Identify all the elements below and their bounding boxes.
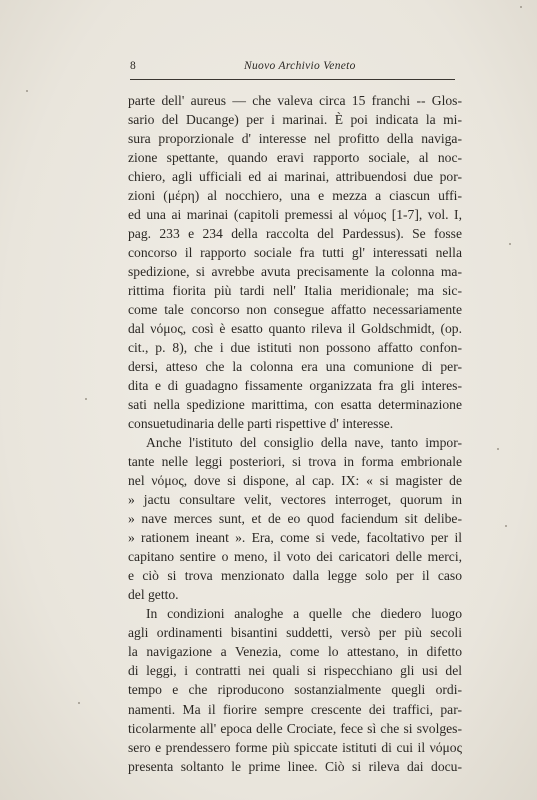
- text-line: sario del Ducange) per i marinai. È poi indicata la mi-: [128, 112, 462, 128]
- text-line: del getto.: [128, 587, 179, 603]
- text-line: sura proporzionale d' interesse nel profitto della naviga-: [128, 131, 462, 147]
- text-line: dersi, atteso che la colonna era una comunione di per-: [128, 359, 462, 375]
- text-line: spedizione, si avrebbe avuta precisamente la colonna ma-: [128, 264, 462, 280]
- page-header: [127, 60, 462, 78]
- text-line: zioni (μέρη) al nocchiero, una e mezza a ciascun uffi-: [128, 188, 462, 204]
- text-line: chiero, agli ufficiali ed ai marinai, attribuendosi due por-: [128, 169, 462, 185]
- text-line: come tale concorso non consegue affatto necessariamente: [128, 302, 462, 318]
- text-line: concorso il rapporto sociale fra tutti gl' interessati nella: [128, 245, 462, 261]
- text-line: tempo e che riproducono sostanzialmente quegli ordi-: [128, 682, 462, 698]
- text-line: consuetudinaria delle parti rispettive d' interesse.: [128, 416, 394, 432]
- text-line: ticolarmente all' epoca delle Crociate, fece sì che si svolges-: [128, 720, 462, 736]
- text-line: namenti. Ma il fiorire sempre crescente dei traffici, par-: [128, 701, 462, 717]
- text-line: sati nella spedizione marittima, con esatta determinazione: [128, 397, 462, 413]
- text-line: nel νόμος, dove si dispone, al cap. IX: « si magister de: [128, 473, 462, 489]
- paper-speck: [509, 243, 511, 245]
- header-rule: [130, 79, 455, 80]
- text-line: dal νόμος, così è esatto quanto rileva il Goldschmidt, (op.: [128, 321, 462, 337]
- text-line: e ciò si trova menzionato dalla legge solo per il caso: [128, 568, 462, 584]
- paper-speck: [78, 702, 80, 704]
- text-line: » rationem ineant ». Era, come si vede, facoltativo per il: [128, 530, 462, 546]
- text-line: parte dell' aureus — che valeva circa 15 franchi -- Glos-: [128, 93, 462, 108]
- text-line: In condizioni analoghe a quelle che diedero luogo: [146, 606, 462, 622]
- body-text: [128, 91, 462, 776]
- running-title: Nuovo Archivio Veneto: [244, 60, 356, 72]
- text-line: agli ordinamenti bisantini suddetti, versò per più secoli: [128, 625, 462, 641]
- text-line: » nave merces sunt, et de eo quod faciendum sit delibe-: [128, 511, 462, 527]
- text-line: capitano sentire o meno, il voto dei caricatori delle merci,: [128, 549, 462, 565]
- text-line: la navigazione a Venezia, come lo attestano, in difetto: [128, 644, 462, 660]
- text-line: dita e di guadagno fissamente organizzata fra gli interes-: [128, 378, 462, 394]
- paper-speck: [497, 448, 499, 450]
- page-number: 8: [130, 60, 136, 72]
- paper-speck: [505, 525, 507, 527]
- text-line: » jactu consultare velit, vectores interroget, quorum in: [128, 492, 462, 508]
- text-line: rittima fiorita più tardi nell' Italia meridionale; ma sic-: [128, 283, 462, 299]
- text-line: zione spettante, quando eravi rapporto sociale, al noc-: [128, 150, 462, 166]
- text-line: pag. 233 e 234 della raccolta del Pardessus). Se fosse: [128, 226, 462, 242]
- text-line: cit., p. 8), che i due istituti non possono affatto confon-: [128, 340, 462, 356]
- text-line: sero e prendessero forme più spiccate istituti di cui il νόμος: [128, 739, 462, 755]
- text-line: ed una ai marinai (capitoli premessi al νόμος [1-7], vol. I,: [128, 207, 462, 223]
- paper-speck: [85, 398, 87, 400]
- paper-speck: [520, 6, 522, 8]
- text-line: Anche l'istituto del consiglio della nave, tanto impor-: [146, 435, 462, 451]
- text-line: presenta soltanto le prime linee. Ciò si rileva dai docu-: [128, 758, 462, 774]
- paper-speck: [26, 90, 28, 92]
- text-line: di leggi, i contratti nei quali si rispecchiano gli usi del: [128, 663, 462, 679]
- text-line: tante nelle leggi posteriori, si trova in forma embrionale: [128, 454, 462, 470]
